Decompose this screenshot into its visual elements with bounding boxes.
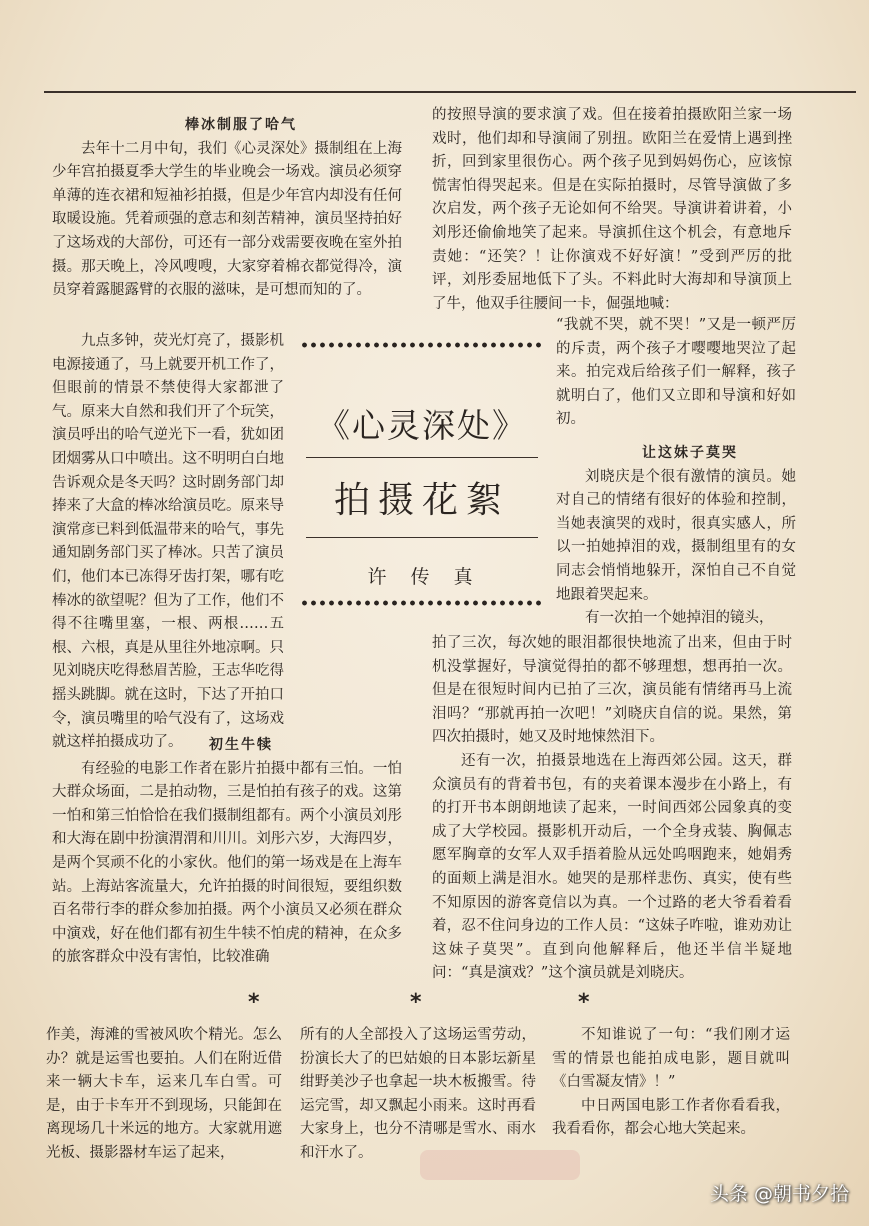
star-ornament: * xyxy=(410,990,422,1015)
bottom-column-2 xyxy=(300,1024,536,1166)
section-separator xyxy=(0,990,869,1014)
paper-stain xyxy=(420,1150,580,1180)
paragraph: 中日两国电影工作者你看看我，我看看你，都会心地大笑起来。 xyxy=(552,1097,790,1138)
heading-ranzhe: 让这妹子莫哭 xyxy=(642,444,738,461)
star-ornament: * xyxy=(248,990,260,1015)
paragraph: 不知谁说了一句：“我们刚才运雪的情景也能拍成电影，题目就叫《白雪凝友情》！” xyxy=(552,1027,790,1091)
right-column-top xyxy=(432,104,792,316)
article-subtitle: 拍摄花絮 xyxy=(333,480,510,521)
left-column xyxy=(52,114,402,303)
title-block xyxy=(300,380,544,589)
paragraph: 有经验的电影工作者在影片拍摄中都有三怕。一怕大群众场面，二是拍动物，三是怕拍有孩子的戏。这第一怕和第三怕恰恰在我们摄制组都有。两个小演员刘彤和大海在剧中扮演渭渭和川川。刘彤六岁，大海四岁，是两个冥顽不化的小家伙。他们的第一场戏是在上海车站。上海站客流量大，允许拍摄的时间很短，要组织数百名带行李的群众参加拍摄。两个小演员又必须在群众中演戏，好在他们都有初生牛犊不怕虎的精神，在众多的旅客群众中没有害怕，比较准确 xyxy=(52,760,402,966)
paragraph: “我就不哭，就不哭！”又是一顿严厉的斥责，两个孩子才嘤嘤地哭泣了起来。拍完戏后给孩子们一解释，孩子就明白了，他们又立即和导演和好如初。 xyxy=(556,317,796,428)
star-ornament: * xyxy=(578,990,590,1015)
bottom-column-3 xyxy=(552,1024,790,1142)
paragraph: 九点多钟，荧光灯亮了，摄影机电源接通了，马上就要开机工作了，但眼前的情景不禁使得大家都泄了气。原来大自然和我们开了个玩笑，演员呼出的哈气逆光下一看，犹如团团烟雾从口中喷出。这不明明白白地告诉观众是冬天吗？这时剧务部门却捧来了大盒的棒冰给演员吃。原来导演常彦已料到低温带来的哈气，事先通知剧务部门买了棒冰。只苦了演员们，他们本已冻得牙齿打架，哪有吃棒冰的欲望呢？但为了工作，他们不得不往嘴里塞，一根、两根……五根、六根，真是从里往外地凉啊。只见刘晓庆吃得愁眉苦脸，王志华吃得摇头跳脚。就在这时，下达了开拍口令，演员嘴里的哈气没有了，这场戏就这样拍摄成功了。 xyxy=(52,333,284,751)
title-divider xyxy=(306,537,538,538)
left-column-lower xyxy=(52,734,402,970)
article-title: 《心灵深处》 xyxy=(317,406,527,445)
paragraph: 拍了三次，每次她的眼泪都很快地流了出来，但由于时机没掌握好，导演觉得拍的都不够理想，想再拍一次。但是在很短时间内已拍了三次，演员能有情绪再马上流泪吗？“那就再拍一次吧！”刘晓庆自信的说。果然，第四次拍摄时，她又及时地悚然泪下。 xyxy=(432,635,792,746)
author-name: 许传真 xyxy=(367,566,497,588)
heading-bangbing: 棒冰制服了哈气 xyxy=(185,117,297,133)
left-column-narrow xyxy=(52,330,284,755)
title-divider xyxy=(306,457,538,458)
paragraph: 作美，海滩的雪被风吹个精光。怎么办？就是运雪也要拍。人们在附近借来一辆大卡车，运来几车白雪。可是，由于卡车开不到现场，只能卸在离现场几十米远的地方。大家就用遮光板、摄影器材车运了起来， xyxy=(46,1027,282,1161)
dot-rule-top xyxy=(300,340,544,350)
paragraph: 刘晓庆是个很有激情的演员。她对自己的情绪有很好的体验和控制，当她表演哭的戏时，很真实感人，所以一拍她掉泪的戏，摄制组里有的女同志会悄悄地躲开，深怕自己不自觉地跟着哭起来。 xyxy=(556,468,796,603)
paragraph: 的按照导演的要求演了戏。但在接着拍摄欧阳兰家一场戏时，他们却和导演闹了别扭。欧阳兰在爱情上遇到挫折，回到家里很伤心。两个孩子见到妈妈伤心，应该惊慌害怕得哭起来。但是在实际拍摄时，尽管导演做了多次启发，两个孩子无论如何不给哭。导演讲着讲着，小刘彤还偷偷地笑了起来。导演抓住这个机会，有意地斥责她：“还笑？！让你演戏不好好演！”受到严厉的批评，刘彤委屈地低下了头。不料此时大海却和导演顶上了牛，他双手往腰间一卡，倔强地喊： xyxy=(432,107,792,312)
paragraph: 还有一次，拍摄景地选在上海西郊公园。这天，群众演员有的背着书包，有的夹着课本漫步在小路上，有的打开书本朗朗地读了起来，一时间西郊公园象真的变成了大学校园。摄影机开动后，一个全身戎装、胸佩志愿军胸章的女军人双手捂着脸从远处呜咽跑来，她娟秀的面颊上满是泪水。她哭的是那样悲伤、真实，使有些不知原因的游客竟信以为真。一个过路的老大爷看着看着，忍不住问身边的工作人员：“这妹子咋啦，谁劝劝让这妹子莫哭”。直到向他解释后，他还半信半疑地问：“真是演戏？”这个演员就是刘晓庆。 xyxy=(432,752,792,982)
right-column-narrow xyxy=(556,314,796,631)
paragraph: 去年十二月中旬，我们《心灵深处》摄制组在上海少年宫拍摄夏季大学生的毕业晚会一场戏。演员必须穿单薄的连衣裙和短袖衫拍摄，但是少年宫内却没有任何取暖设施。凭着顽强的意志和刻苦精神，演员坚持拍好了这场戏的大部份，可还有一部分戏需要夜晚在室外拍摄。那天晚上，冷风嗖嗖，大家穿着棉衣都觉得冷，演员穿着露腿露臂的衣服的滋味，是可想而知的了。 xyxy=(52,140,402,299)
heading-chusheng: 初生牛犊 xyxy=(209,737,273,753)
bottom-column-1 xyxy=(46,1024,282,1166)
dot-rule-bottom xyxy=(300,598,544,608)
paragraph: 所有的人全部投入了这场运雪劳动，扮演长大了的巴姑娘的日本影坛新星绀野美沙子也拿起一块木板搬雪。待运完雪，却又飘起小雨来。这时再看大家身上，也分不清哪是雪水、雨水和汗水了。 xyxy=(300,1027,536,1161)
right-column-wide xyxy=(432,632,792,986)
watermark: 头条 @朝书夕拾 xyxy=(709,1183,849,1205)
top-rule xyxy=(44,91,856,93)
paragraph: 有一次拍一个她掉泪的镜头， xyxy=(585,610,774,627)
